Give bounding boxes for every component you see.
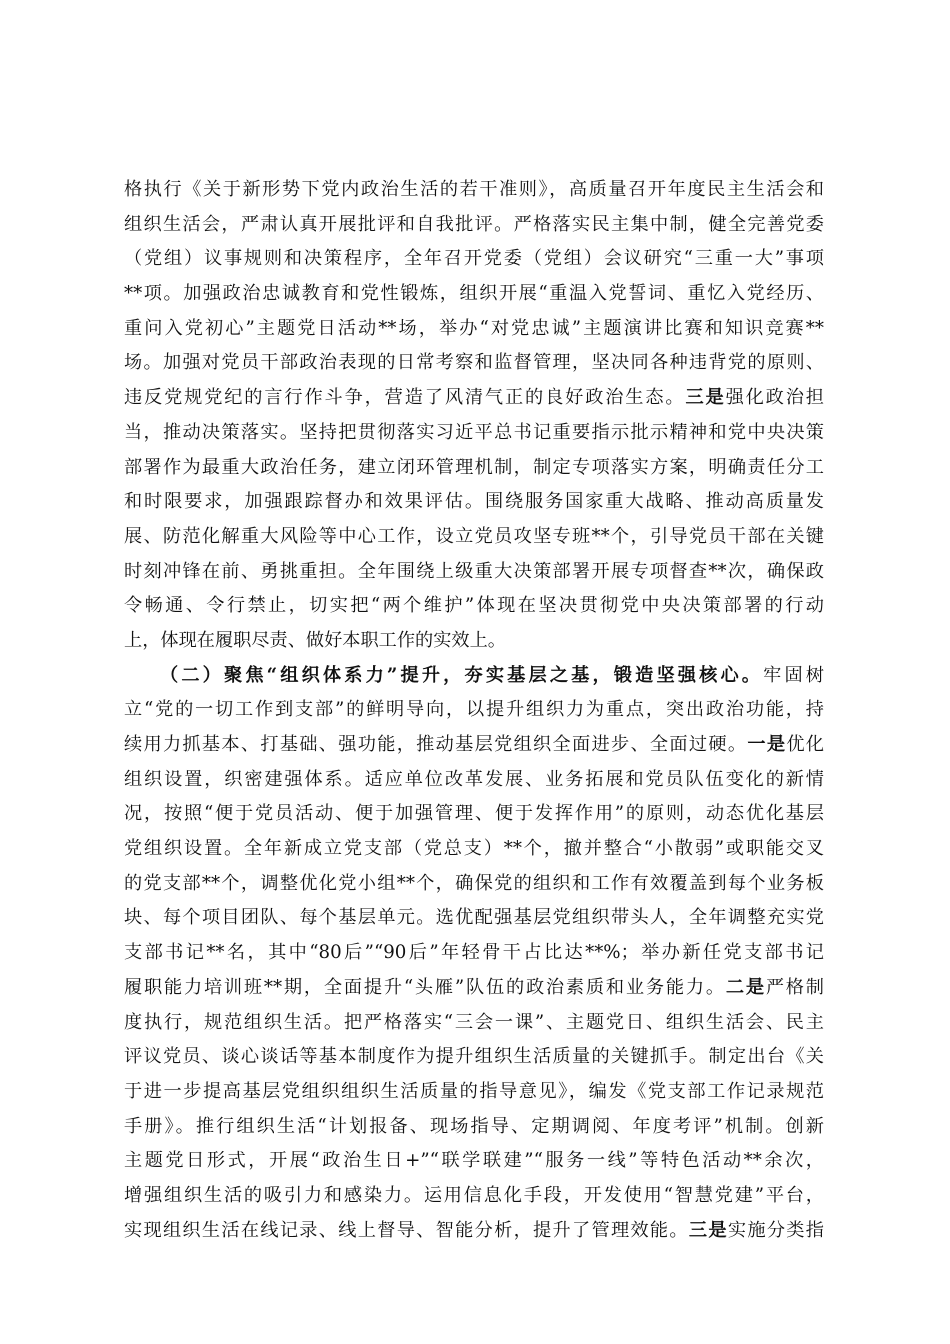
text-line <box>124 555 824 590</box>
text-line <box>124 242 824 277</box>
text-segment: 主题党日形式，开展“政治生日+”“联学联建”“服务一线”等特色活动**余次， <box>124 1150 824 1172</box>
text-segment: 牢固树 <box>763 664 824 686</box>
text-segment: 强化政治担 <box>725 387 824 409</box>
text-segment: 令畅通、令行禁止，切实把“两个维护”体现在坚决贯彻党中央决策部署的行动 <box>124 595 824 617</box>
bold-text-segment: 一是 <box>747 734 787 755</box>
text-line <box>124 624 824 659</box>
text-line <box>124 659 824 694</box>
text-line <box>124 416 824 451</box>
text-segment: （党组）议事规则和决策程序，全年召开党委（党组）会议研究“三重一大”事项 <box>124 248 824 270</box>
bold-text-segment: （二）聚焦“组织体系力”提升，夯实基层之基，锻造坚强核心。 <box>160 664 764 686</box>
text-segment: 党组织设置。全年新成立党支部（党总支）**个，撤并整合“小散弱”或职能交叉 <box>124 838 824 860</box>
text-line <box>124 867 824 902</box>
text-line <box>124 1144 824 1179</box>
text-segment: 严格制 <box>765 976 824 998</box>
text-line <box>124 1179 824 1214</box>
text-segment: 当，推动决策落实。坚持把贯彻落实习近平总书记重要指示批示精神和党中央决策 <box>124 421 824 443</box>
text-segment: 支部书记**名，其中“80后”“90后”年轻骨干占比达**%；举办新任党支部书记 <box>124 942 824 964</box>
text-segment: 场。加强对党员干部政治表现的日常考察和监督管理，坚决同各种违背党的原则、 <box>124 352 824 374</box>
text-segment: 组织设置，织密建强体系。适应单位改革发展、业务拓展和党员队伍变化的新情 <box>124 768 824 790</box>
text-segment: 增强组织生活的吸引力和感染力。运用信息化手段，开发使用“智慧党建”平台， <box>124 1184 824 1206</box>
text-line <box>124 520 824 555</box>
text-line <box>124 1006 824 1041</box>
text-segment: 违反党规党纪的言行作斗争，营造了风清气正的良好政治生态。 <box>124 387 686 409</box>
document-body-text <box>124 173 824 1248</box>
text-line <box>124 728 824 763</box>
text-line <box>124 901 824 936</box>
text-segment: 度执行，规范组织生活。把严格落实“三会一课”、主题党日、组织生活会、民主 <box>124 1011 824 1033</box>
text-line <box>124 797 824 832</box>
text-line <box>124 312 824 347</box>
text-segment: 优化 <box>786 734 824 755</box>
text-line <box>124 832 824 867</box>
text-segment: 立“党的一切工作到支部”的鲜明导向，以提升组织力为重点，突出政治功能，持 <box>124 699 824 721</box>
text-segment: 和时限要求，加强跟踪督办和效果评估。围绕服务国家重大战略、推动高质量发 <box>124 491 824 513</box>
text-segment: 部署作为最重大政治任务，建立闭环管理机制，制定专项落实方案，明确责任分工 <box>124 456 824 478</box>
text-segment: 格执行《关于新形势下党内政治生活的若干准则》，高质量召开年度民主生活会和 <box>124 179 824 200</box>
text-segment: 手册》。推行组织生活“计划报备、现场指导、定期调阅、年度考评”机制。创新 <box>124 1115 824 1137</box>
bold-text-segment: 二是 <box>725 976 766 998</box>
text-segment: 评议党员、谈心谈话等基本制度作为提升组织生活质量的关键抓手。制定出台《关 <box>124 1046 824 1068</box>
text-line <box>124 971 824 1006</box>
text-segment: 履职能力培训班**期，全面提升“头雁”队伍的政治素质和业务能力。 <box>124 976 726 998</box>
text-segment: 于进一步提高基层党组织组织生活质量的指导意见》，编发《党支部工作记录规范 <box>124 1080 824 1102</box>
text-line <box>124 451 824 486</box>
text-segment: 块、每个项目团队、每个基层单元。选优配强基层党组织带头人，全年调整充实党 <box>124 907 824 929</box>
text-line <box>124 936 824 971</box>
text-line <box>124 173 824 208</box>
text-line <box>124 1214 824 1249</box>
text-line <box>124 346 824 381</box>
text-line <box>124 381 824 416</box>
bold-text-segment: 三是 <box>685 387 726 409</box>
text-segment: 实施分类指 <box>727 1219 824 1241</box>
text-segment: 续用力抓基本、打基础、强功能，推动基层党组织全面进步、全面过硬。 <box>124 734 748 755</box>
text-segment: **项。加强政治忠诚教育和党性锻炼，组织开展“重温入党誓词、重忆入党经历、 <box>124 283 824 305</box>
text-segment: 实现组织生活在线记录、线上督导、智能分析，提升了管理效能。 <box>124 1219 689 1241</box>
bold-text-segment: 三是 <box>688 1219 728 1241</box>
text-segment: 况，按照“便于党员活动、便于加强管理、便于发挥作用”的原则，动态优化基层 <box>124 803 824 825</box>
text-line <box>124 693 824 728</box>
text-line <box>124 1040 824 1075</box>
text-segment: 展、防范化解重大风险等中心工作，设立党员攻坚专班**个，引导党员干部在关键 <box>124 525 824 547</box>
text-line <box>124 589 824 624</box>
text-segment: 时刻冲锋在前、勇挑重担。全年围绕上级重大决策部署开展专项督查**次，确保政 <box>124 560 824 582</box>
text-line <box>124 485 824 520</box>
text-line <box>124 1110 824 1145</box>
text-line <box>124 763 824 798</box>
text-segment: 上，体现在履职尽责、做好本职工作的实效上。 <box>124 629 506 651</box>
text-line <box>124 277 824 312</box>
text-segment: 的党支部**个，调整优化党小组**个，确保党的组织和工作有效覆盖到每个业务板 <box>124 872 824 894</box>
text-line <box>124 208 824 243</box>
text-segment: 重问入党初心”主题党日活动**场，举办“对党忠诚”主题演讲比赛和知识竞赛** <box>124 317 824 339</box>
text-segment: 组织生活会，严肃认真开展批评和自我批评。严格落实民主集中制，健全完善党委 <box>124 213 824 235</box>
text-line <box>124 1075 824 1110</box>
